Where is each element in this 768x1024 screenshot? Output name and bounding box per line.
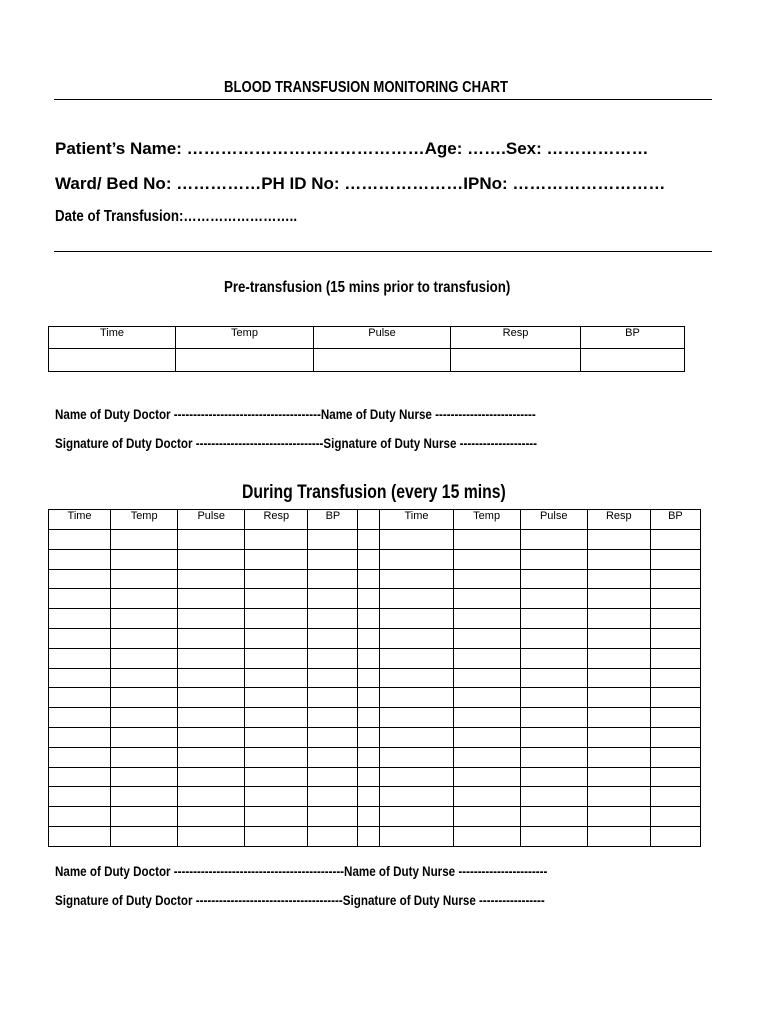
- entry-cell[interactable]: [176, 349, 314, 372]
- entry-cell[interactable]: [650, 628, 700, 648]
- entry-cell[interactable]: [178, 708, 245, 728]
- entry-cell[interactable]: [453, 668, 520, 688]
- entry-cell[interactable]: [245, 787, 308, 807]
- entry-cell[interactable]: [587, 747, 650, 767]
- column-header: BP: [308, 510, 358, 530]
- entry-cell[interactable]: [587, 708, 650, 728]
- entry-cell[interactable]: [308, 648, 358, 668]
- table-row: [49, 747, 701, 767]
- entry-cell[interactable]: [308, 767, 358, 787]
- entry-cell[interactable]: [111, 530, 178, 550]
- entry-cell[interactable]: [358, 628, 380, 648]
- entry-cell[interactable]: [520, 807, 587, 827]
- entry-cell[interactable]: [358, 609, 380, 629]
- table-row: [49, 807, 701, 827]
- table-row: [49, 648, 701, 668]
- form-title: BLOOD TRANSFUSION MONITORING CHART: [224, 79, 509, 96]
- entry-cell[interactable]: [650, 549, 700, 569]
- entry-cell[interactable]: [111, 727, 178, 747]
- pre-transfusion-heading: Pre-transfusion (15 mins prior to transfusion): [224, 279, 511, 296]
- entry-cell[interactable]: [587, 569, 650, 589]
- entry-cell[interactable]: [650, 648, 700, 668]
- entry-cell[interactable]: [111, 668, 178, 688]
- entry-cell[interactable]: [650, 688, 700, 708]
- entry-cell[interactable]: [245, 530, 308, 550]
- entry-cell[interactable]: [358, 727, 380, 747]
- entry-cell[interactable]: [178, 727, 245, 747]
- entry-cell[interactable]: [358, 708, 380, 728]
- entry-cell[interactable]: [380, 747, 453, 767]
- entry-cell[interactable]: [520, 648, 587, 668]
- entry-cell[interactable]: [520, 530, 587, 550]
- table-header-row: [49, 327, 685, 349]
- entry-cell[interactable]: [245, 747, 308, 767]
- entry-cell[interactable]: [453, 708, 520, 728]
- table-row: [49, 688, 701, 708]
- entry-cell[interactable]: [111, 628, 178, 648]
- entry-cell[interactable]: [358, 668, 380, 688]
- entry-cell[interactable]: [178, 589, 245, 609]
- entry-cell[interactable]: [650, 727, 700, 747]
- entry-cell[interactable]: [49, 767, 111, 787]
- entry-cell[interactable]: [178, 569, 245, 589]
- entry-cell[interactable]: [358, 589, 380, 609]
- entry-cell[interactable]: [453, 549, 520, 569]
- pre-transfusion-table: [48, 326, 685, 372]
- entry-cell[interactable]: [380, 826, 453, 846]
- entry-cell[interactable]: [178, 747, 245, 767]
- entry-cell[interactable]: [587, 807, 650, 827]
- entry-cell[interactable]: [453, 688, 520, 708]
- entry-cell[interactable]: [245, 826, 308, 846]
- entry-cell[interactable]: [358, 826, 380, 846]
- entry-cell[interactable]: [308, 609, 358, 629]
- entry-cell[interactable]: [49, 589, 111, 609]
- entry-cell[interactable]: [587, 628, 650, 648]
- entry-cell[interactable]: [587, 787, 650, 807]
- table-row: [49, 708, 701, 728]
- entry-cell[interactable]: [650, 807, 700, 827]
- entry-cell[interactable]: [520, 747, 587, 767]
- entry-cell[interactable]: [581, 349, 685, 372]
- entry-cell[interactable]: [520, 589, 587, 609]
- column-header: Pulse: [520, 510, 587, 530]
- entry-cell[interactable]: [49, 628, 111, 648]
- column-header: Time: [380, 510, 453, 530]
- entry-cell[interactable]: [520, 609, 587, 629]
- entry-cell[interactable]: [587, 688, 650, 708]
- entry-cell[interactable]: [49, 530, 111, 550]
- entry-cell[interactable]: [358, 569, 380, 589]
- table-row: [49, 589, 701, 609]
- entry-cell[interactable]: [245, 688, 308, 708]
- entry-cell[interactable]: [380, 530, 453, 550]
- entry-cell[interactable]: [587, 727, 650, 747]
- duty-doctor-nurse-name-line: Name of Duty Doctor --------------------------------------Name of Duty Nurse --------------------------: [55, 406, 536, 422]
- entry-cell[interactable]: [650, 787, 700, 807]
- entry-cell[interactable]: [380, 668, 453, 688]
- entry-cell[interactable]: [308, 530, 358, 550]
- entry-cell[interactable]: [520, 727, 587, 747]
- entry-cell[interactable]: [49, 609, 111, 629]
- duty-doctor-nurse-signature-line: Signature of Duty Doctor --------------------------------------Signature of Duty Nurse -----------------: [55, 892, 545, 908]
- entry-cell[interactable]: [520, 688, 587, 708]
- entry-cell[interactable]: [587, 826, 650, 846]
- entry-cell[interactable]: [650, 609, 700, 629]
- entry-cell[interactable]: [111, 708, 178, 728]
- column-header: Resp: [245, 510, 308, 530]
- entry-cell[interactable]: [49, 708, 111, 728]
- column-header: BP: [650, 510, 700, 530]
- entry-cell[interactable]: [111, 807, 178, 827]
- column-header: Pulse: [314, 327, 451, 349]
- entry-cell[interactable]: [453, 589, 520, 609]
- entry-cell[interactable]: [49, 549, 111, 569]
- entry-cell[interactable]: [650, 747, 700, 767]
- entry-cell[interactable]: [308, 727, 358, 747]
- entry-cell[interactable]: [308, 807, 358, 827]
- entry-cell[interactable]: [308, 569, 358, 589]
- entry-cell[interactable]: [308, 747, 358, 767]
- entry-cell[interactable]: [453, 727, 520, 747]
- entry-cell[interactable]: [587, 609, 650, 629]
- entry-cell[interactable]: [358, 549, 380, 569]
- entry-cell[interactable]: [49, 727, 111, 747]
- entry-cell[interactable]: [358, 787, 380, 807]
- patient-info-line: Patient’s Name: ……………………………………Age: …….Sex: ………………: [55, 139, 649, 158]
- entry-cell[interactable]: [650, 668, 700, 688]
- entry-cell[interactable]: [587, 668, 650, 688]
- entry-cell[interactable]: [380, 807, 453, 827]
- entry-cell[interactable]: [358, 807, 380, 827]
- table-row: [49, 628, 701, 648]
- during-transfusion-heading: During Transfusion (every 15 mins): [242, 482, 506, 503]
- table-row: [49, 668, 701, 688]
- entry-cell[interactable]: [358, 648, 380, 668]
- entry-cell[interactable]: [358, 767, 380, 787]
- entry-cell[interactable]: [245, 727, 308, 747]
- entry-cell[interactable]: [380, 708, 453, 728]
- entry-cell[interactable]: [308, 826, 358, 846]
- entry-cell[interactable]: [650, 826, 700, 846]
- entry-cell[interactable]: [380, 727, 453, 747]
- entry-cell[interactable]: [245, 668, 308, 688]
- entry-cell[interactable]: [49, 668, 111, 688]
- column-header: Time: [49, 510, 111, 530]
- entry-cell[interactable]: [111, 767, 178, 787]
- entry-cell[interactable]: [453, 609, 520, 629]
- entry-cell[interactable]: [587, 549, 650, 569]
- table-row: [49, 549, 701, 569]
- entry-cell[interactable]: [453, 747, 520, 767]
- entry-cell[interactable]: [380, 589, 453, 609]
- duty-doctor-nurse-name-line: Name of Duty Doctor --------------------------------------------Name of Duty Nurse -----------------------: [55, 863, 548, 879]
- entry-cell[interactable]: [178, 648, 245, 668]
- entry-cell[interactable]: [49, 648, 111, 668]
- entry-cell[interactable]: [245, 569, 308, 589]
- entry-cell[interactable]: [380, 767, 453, 787]
- during-transfusion-table: [48, 509, 701, 847]
- entry-cell[interactable]: [587, 530, 650, 550]
- entry-cell[interactable]: [520, 628, 587, 648]
- table-row: [49, 349, 685, 372]
- ward-info-line: Ward/ Bed No: ……………PH ID No: …………………IPNo: ………………………: [55, 174, 666, 193]
- entry-cell[interactable]: [380, 609, 453, 629]
- entry-cell[interactable]: [380, 569, 453, 589]
- entry-cell[interactable]: [178, 767, 245, 787]
- entry-cell[interactable]: [650, 589, 700, 609]
- entry-cell[interactable]: [650, 708, 700, 728]
- entry-cell[interactable]: [358, 530, 380, 550]
- entry-cell[interactable]: [650, 767, 700, 787]
- entry-cell[interactable]: [245, 589, 308, 609]
- entry-cell[interactable]: [245, 609, 308, 629]
- entry-cell[interactable]: [178, 530, 245, 550]
- entry-cell[interactable]: [245, 807, 308, 827]
- entry-cell[interactable]: [49, 826, 111, 846]
- entry-cell[interactable]: [245, 708, 308, 728]
- entry-cell[interactable]: [308, 688, 358, 708]
- entry-cell[interactable]: [178, 826, 245, 846]
- entry-cell[interactable]: [111, 826, 178, 846]
- column-header: Temp: [453, 510, 520, 530]
- header-divider: [54, 251, 712, 252]
- spacer-column: [358, 510, 380, 530]
- entry-cell[interactable]: [49, 349, 176, 372]
- entry-cell[interactable]: [111, 747, 178, 767]
- entry-cell[interactable]: [308, 628, 358, 648]
- entry-cell[interactable]: [380, 549, 453, 569]
- entry-cell[interactable]: [308, 589, 358, 609]
- entry-cell[interactable]: [111, 688, 178, 708]
- column-header: Time: [49, 327, 176, 349]
- entry-cell[interactable]: [245, 767, 308, 787]
- entry-cell[interactable]: [453, 807, 520, 827]
- entry-cell[interactable]: [111, 648, 178, 668]
- entry-cell[interactable]: [520, 708, 587, 728]
- entry-cell[interactable]: [520, 767, 587, 787]
- entry-cell[interactable]: [358, 688, 380, 708]
- entry-cell[interactable]: [111, 549, 178, 569]
- table-row: [49, 826, 701, 846]
- entry-cell[interactable]: [380, 648, 453, 668]
- entry-cell[interactable]: [587, 767, 650, 787]
- entry-cell[interactable]: [650, 530, 700, 550]
- entry-cell[interactable]: [314, 349, 451, 372]
- entry-cell[interactable]: [453, 648, 520, 668]
- entry-cell[interactable]: [111, 569, 178, 589]
- table-header-row: [49, 510, 701, 530]
- entry-cell[interactable]: [453, 767, 520, 787]
- entry-cell[interactable]: [587, 648, 650, 668]
- column-header: Pulse: [178, 510, 245, 530]
- entry-cell[interactable]: [520, 549, 587, 569]
- title-divider: [54, 99, 712, 100]
- table-row: [49, 787, 701, 807]
- entry-cell[interactable]: [453, 787, 520, 807]
- entry-cell[interactable]: [380, 688, 453, 708]
- entry-cell[interactable]: [308, 668, 358, 688]
- entry-cell[interactable]: [453, 628, 520, 648]
- entry-cell[interactable]: [520, 787, 587, 807]
- entry-cell[interactable]: [178, 549, 245, 569]
- duty-doctor-nurse-signature-line: Signature of Duty Doctor ---------------------------------Signature of Duty Nurse --------------------: [55, 435, 538, 451]
- entry-cell[interactable]: [178, 609, 245, 629]
- column-header: BP: [581, 327, 685, 349]
- entry-cell[interactable]: [49, 747, 111, 767]
- entry-cell[interactable]: [308, 708, 358, 728]
- entry-cell[interactable]: [308, 549, 358, 569]
- entry-cell[interactable]: [453, 569, 520, 589]
- column-header: Temp: [111, 510, 178, 530]
- column-header: Resp: [451, 327, 581, 349]
- column-header: Temp: [176, 327, 314, 349]
- entry-cell[interactable]: [358, 747, 380, 767]
- entry-cell[interactable]: [49, 807, 111, 827]
- entry-cell[interactable]: [178, 807, 245, 827]
- entry-cell[interactable]: [308, 787, 358, 807]
- table-row: [49, 609, 701, 629]
- table-row: [49, 530, 701, 550]
- entry-cell[interactable]: [111, 609, 178, 629]
- entry-cell[interactable]: [453, 826, 520, 846]
- entry-cell[interactable]: [245, 549, 308, 569]
- entry-cell[interactable]: [49, 569, 111, 589]
- entry-cell[interactable]: [451, 349, 581, 372]
- entry-cell[interactable]: [111, 787, 178, 807]
- table-row: [49, 767, 701, 787]
- entry-cell[interactable]: [178, 628, 245, 648]
- entry-cell[interactable]: [380, 628, 453, 648]
- entry-cell[interactable]: [245, 648, 308, 668]
- entry-cell[interactable]: [520, 826, 587, 846]
- entry-cell[interactable]: [178, 688, 245, 708]
- entry-cell[interactable]: [520, 668, 587, 688]
- entry-cell[interactable]: [49, 688, 111, 708]
- transfusion-date-line: Date of Transfusion:……………………..: [55, 208, 298, 225]
- entry-cell[interactable]: [49, 787, 111, 807]
- entry-cell[interactable]: [111, 589, 178, 609]
- column-header: Resp: [587, 510, 650, 530]
- table-row: [49, 569, 701, 589]
- entry-cell[interactable]: [178, 787, 245, 807]
- table-row: [49, 727, 701, 747]
- entry-cell[interactable]: [178, 668, 245, 688]
- entry-cell[interactable]: [520, 569, 587, 589]
- entry-cell[interactable]: [587, 589, 650, 609]
- entry-cell[interactable]: [245, 628, 308, 648]
- entry-cell[interactable]: [380, 787, 453, 807]
- entry-cell[interactable]: [650, 569, 700, 589]
- entry-cell[interactable]: [453, 530, 520, 550]
